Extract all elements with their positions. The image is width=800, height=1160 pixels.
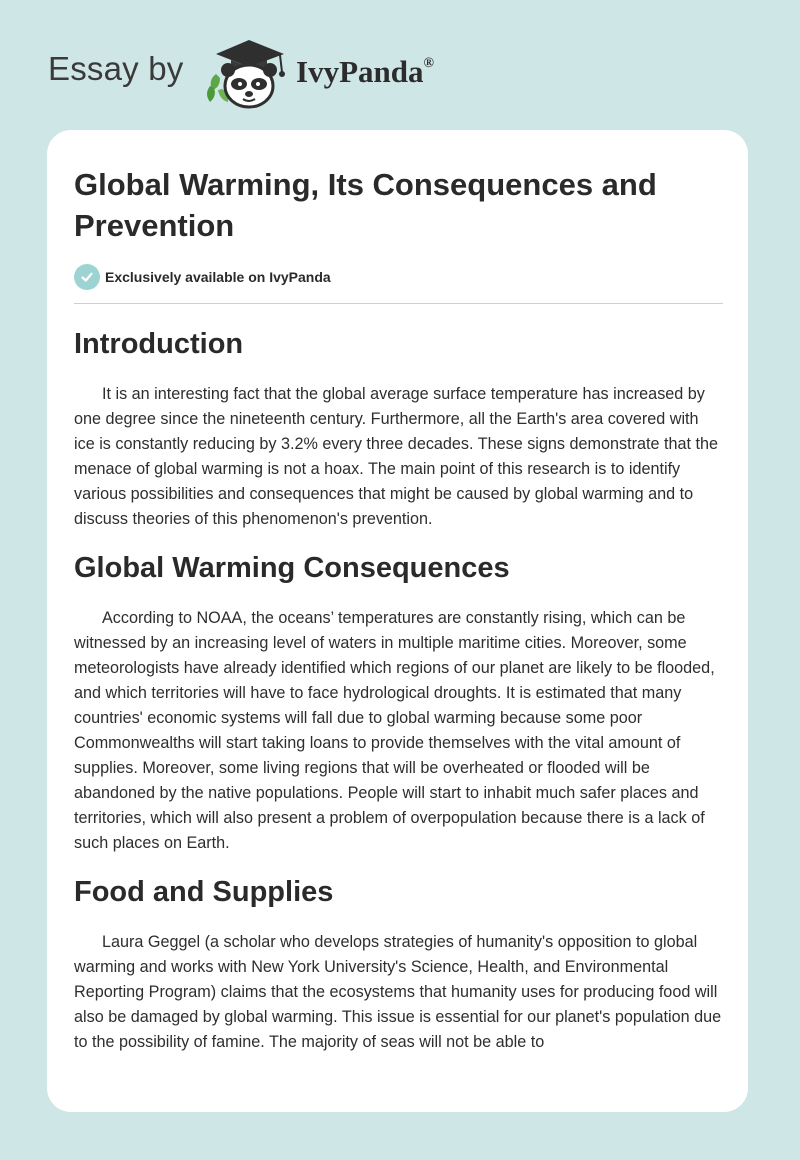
brand-name[interactable] xyxy=(296,54,434,90)
section-heading: Global Warming Consequences xyxy=(74,552,510,584)
exclusive-badge xyxy=(74,264,331,290)
article-title: Global Warming, Its Consequences and Prevention xyxy=(74,167,657,243)
section-paragraph: It is an interesting fact that the global average surface temperature has increased by one degree since the nineteenth century. Furthermore, all the Earth's area covered with ice is constantly reducing by 3.2% every three decades. These signs demonstrate that the menace of global warming is not a hoax. The main point of this research is to identify various possibilities and consequences that might be caused by global warming and to discuss theories of this phenomenon's prevention. xyxy=(74,385,718,528)
section-introduction xyxy=(74,324,723,532)
essay-by-label: Essay by xyxy=(48,50,184,87)
site-header xyxy=(0,0,800,120)
article-body xyxy=(74,324,723,1055)
section-consequences xyxy=(74,548,723,856)
brand-text: IvyPanda xyxy=(296,54,424,89)
section-paragraph: Laura Geggel (a scholar who develops strategies of humanity's opposition to global warming and works with New York University's Science, Health, and Environmental Reporting Program) claims that the ecosystems that humanity uses for producing food will also be damaged by global warming. This issue is essential for our planet's population due to the possibility of famine. The majority of seas will not be able to xyxy=(74,933,722,1051)
registered-mark: ® xyxy=(423,56,434,71)
title-divider xyxy=(74,303,723,304)
exclusive-label: Exclusively available on IvyPanda xyxy=(105,269,331,285)
section-heading: Introduction xyxy=(74,328,244,360)
article-card xyxy=(47,130,748,1112)
section-heading: Food and Supplies xyxy=(74,876,334,908)
ivypanda-logo-icon[interactable] xyxy=(202,34,296,110)
section-food-and-supplies xyxy=(74,872,723,1055)
section-paragraph: According to NOAA, the oceans’ temperatures are constantly rising, which can be witnessed by an increasing level of waters in multiple maritime cities. Moreover, some meteorologists have already identified which regions of our planet are likely to be flooded, and which territories will have to face hydrological droughts. It is estimated that many countries' economic systems will fall due to global warming because some poor Commonwealths will start taking loans to provide themselves with the vital amount of supplies. Moreover, some living regions that will be overheated or flooded will be abandoned by the native populations. People will start to inhabit much safer places and territories, which will also present a problem of overpopulation because there is a lack of such places on Earth. xyxy=(74,609,715,852)
checkmark-icon xyxy=(74,264,100,290)
